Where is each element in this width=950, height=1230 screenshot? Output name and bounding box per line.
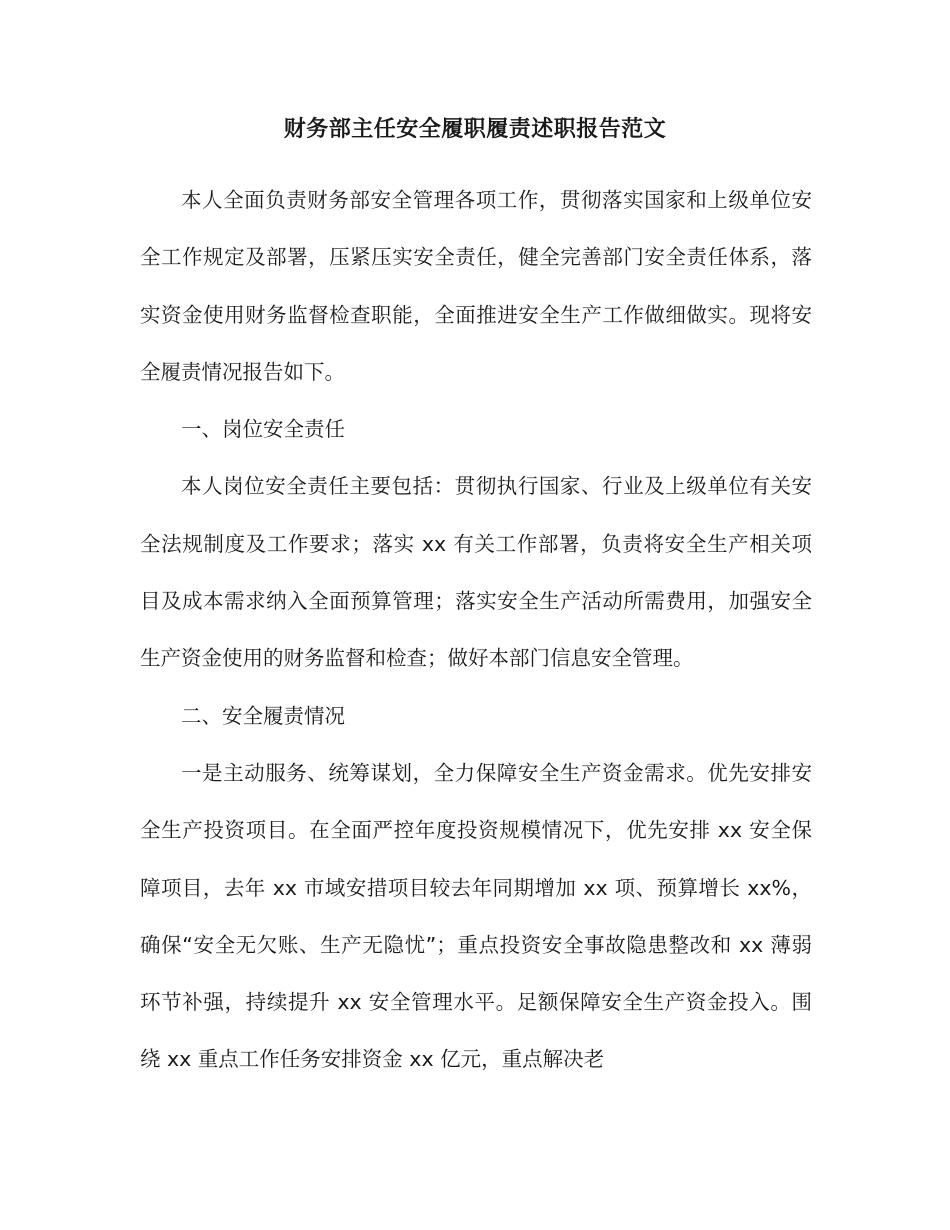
intro-paragraph: 本人全面负责财务部安全管理各项工作，贯彻落实国家和上级单位安全工作规定及部署，压紧压实安全责任，健全完善部门安全责任体系，落实资金使用财务监督检查职能，全面推进安全生产工作做细做实。现将安全履责情况报告如下。 (140, 188, 812, 384)
section-1-paragraph: 本人岗位安全责任主要包括：贯彻执行国家、行业及上级单位有关安全法规制度及工作要求；落实 xx 有关工作部署，负责将安全生产相关项目及成本需求纳入全面预算管理；落实安全生产活动所需费用，加强安全生产资金使用的财务监督和检查；做好本部门信息安全管理。 (140, 474, 812, 671)
section-heading-1: 一、岗位安全责任 (181, 417, 345, 442)
section-heading-2: 二、安全履责情况 (181, 703, 345, 728)
document-title: 财务部主任安全履职履责述职报告范文 (283, 117, 667, 142)
section-2-paragraph: 一是主动服务、统筹谋划，全力保障安全生产资金需求。优先安排安全生产投资项目。在全面严控年度投资规模情况下，优先安排 xx 安全保障项目，去年 xx 市域安措项目较去年同期增加 xx 项、预算增长 xx%，确保“安全无欠账、生产无隐忧”；重点投资安全事故隐患整改和 xx 薄弱环节补强，持续提升 xx 安全管理水平。足额保障安全生产资金投入。围绕 xx 重点工作任务安排资金 xx 亿元，重点解决老 (140, 760, 812, 1072)
document-body (140, 172, 812, 1089)
